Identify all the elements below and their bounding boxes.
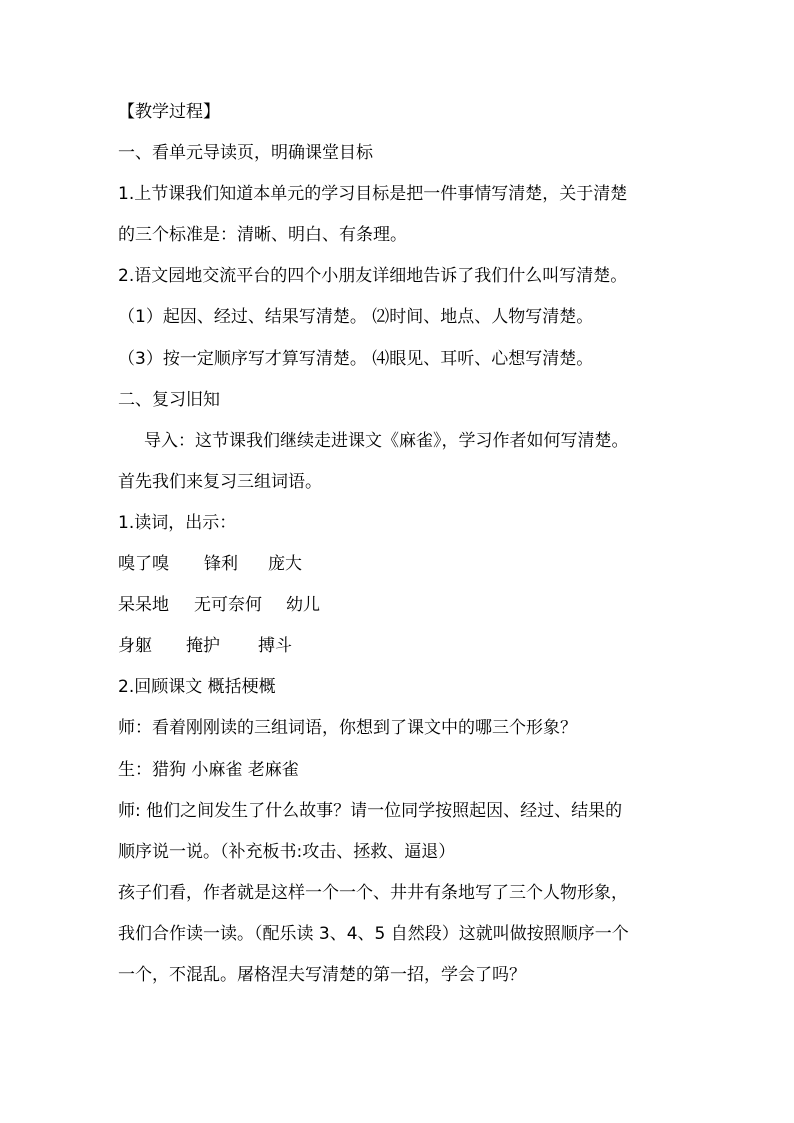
part1-heading: 一、看单元导读页，明确课堂目标 [118,143,373,164]
word: 搏斗 [258,636,292,657]
intro-line-1: 导入：这节课我们继续走进课文《麻雀》，学习作者如何写清楚。 [144,430,629,451]
word: 锋利 [204,554,238,575]
word: 庞大 [268,554,302,575]
step-2: 2.回顾课文 概括梗概 [118,677,276,698]
paragraph-1-line-2: 的三个标准是：清晰、明白、有条理。 [118,225,407,246]
word: 幼儿 [286,595,320,616]
word: 嗅了嗅 [118,554,169,575]
word-row [118,636,688,656]
intro-line-2: 首先我们来复习三组词语。 [118,471,322,492]
closing-line-2: 我们合作读一读。（配乐读 3、4、5 自然段）这就叫做按照顺序一个 [118,923,629,944]
document-page [118,102,688,1006]
student-answer-1: 生：猎狗 小麻雀 老麻雀 [118,759,299,780]
step-1: 1.读词，出示： [118,512,237,533]
teacher-question-1: 师：看着刚刚读的三组词语，你想到了课文中的哪三个形象？ [118,718,577,739]
list-line-2: （3）按一定顺序写才算写清楚。 ⑷眼见、耳听、心想写清楚。 [118,348,594,369]
word: 身躯 [118,636,152,657]
word: 呆呆地 [118,595,169,616]
part2-heading: 二、复习旧知 [118,389,220,410]
closing-line-3: 一个，不混乱。屠格涅夫写清楚的第一招，学会了吗？ [118,964,526,985]
word: 掩护 [186,636,220,657]
teacher-question-2-line-2: 顺序说一说。（补充板书:攻击、拯救、逼退） [118,841,456,862]
list-line-1: （1）起因、经过、结果写清楚。 ⑵时间、地点、人物写清楚。 [118,307,594,328]
word-row [118,595,688,615]
section-title: 【教学过程】 [118,102,220,122]
paragraph-2: 2.语文园地交流平台的四个小朋友详细地告诉了我们什么叫写清楚。 [118,266,628,287]
teacher-question-2-line-1: 师: 他们之间发生了什么故事？请一位同学按照起因、经过、结果的 [118,800,623,821]
word-row [118,554,688,574]
closing-line-1: 孩子们看，作者就是这样一个一个、井井有条地写了三个人物形象， [118,882,628,903]
paragraph-1-line-1: 1.上节课我们知道本单元的学习目标是把一件事情写清楚，关于清楚 [118,184,628,205]
word: 无可奈何 [194,595,262,616]
